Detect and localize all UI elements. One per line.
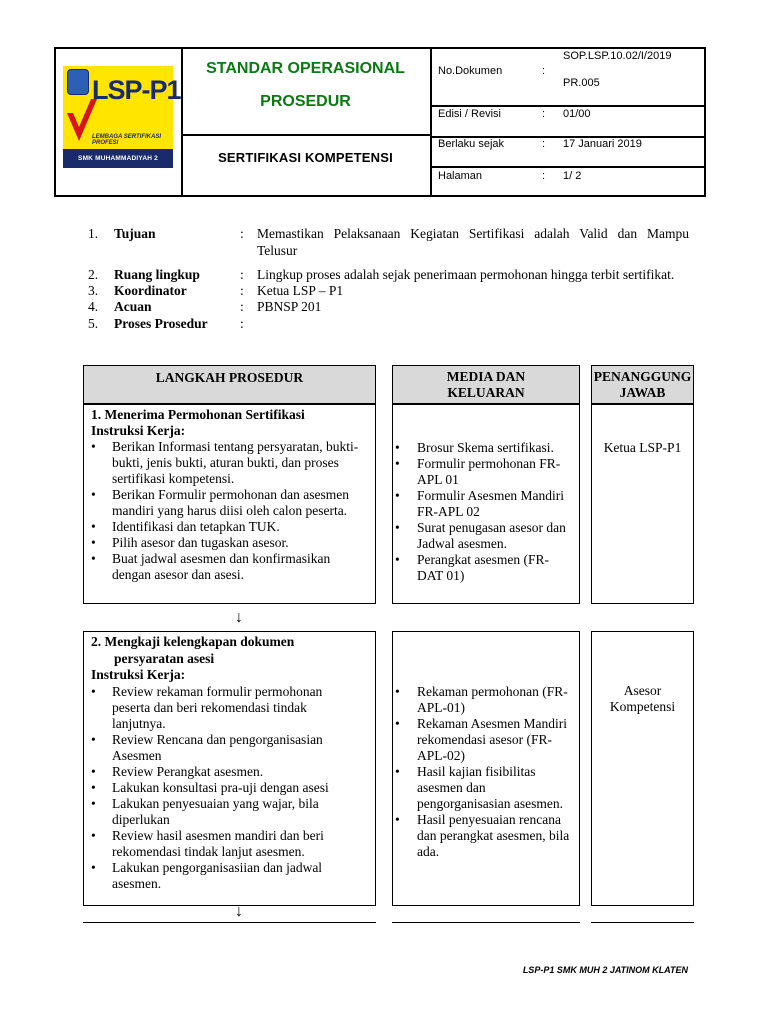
step-1-media (392, 404, 580, 604)
step-1-media-list (393, 440, 577, 584)
step-2-pj (591, 631, 694, 906)
list-item-line: dan perangkat asesmen, bila (417, 828, 570, 843)
info-koordinator: 3. Koordinator : Ketua LSP – P1 (88, 283, 344, 298)
list-item-line: ada. (417, 844, 440, 859)
list-item-line: rekomendasi tindak lanjut asesmen. (112, 844, 305, 859)
list-item-line: • Formulir Asesmen Mandiri (417, 488, 564, 503)
document-header (54, 47, 706, 197)
document-code: PR.005 (563, 77, 600, 89)
media-item (393, 716, 577, 764)
header-penanggung-jawab: PENANGGUNG JAWAB (591, 365, 694, 404)
media-item (393, 684, 577, 716)
instruction-item (88, 796, 370, 828)
list-item-line: APL-01) (417, 700, 465, 715)
list-item-line: rekomendasi asesor (FR- (417, 732, 552, 747)
list-item-line: • Formulir permohonan FR- (417, 456, 561, 471)
media-item (393, 520, 577, 552)
info-ruang-lingkup: 2. Ruang lingkup : Lingkup proses adalah sejak penerimaan permohonan hingga terbit sertifikat. (88, 267, 675, 282)
step-1-responsible: Ketua LSP-P1 (603, 440, 682, 455)
header-langkah-prosedur: LANGKAH PROSEDUR (83, 365, 376, 404)
flow-arrow-icon: ↓ (235, 609, 243, 626)
divider (83, 922, 376, 923)
instruction-item (88, 439, 370, 487)
step-2-media (392, 631, 580, 906)
list-item-line: • Hasil kajian fisibilitas (417, 764, 536, 779)
list-item-line: bukti, jenis bukti, aturan bukti, dan proses (112, 455, 339, 470)
list-item-line: • Brosur Skema sertifikasi. (417, 440, 554, 455)
page-footer: LSP-P1 SMK MUH 2 JATINOM KLATEN (522, 965, 688, 975)
list-item-line: • Pilih asesor dan tugaskan asesor. (112, 535, 289, 550)
media-item (393, 764, 577, 812)
meta-row-berlaku: Berlaku sejak : 17 Januari 2019 (432, 136, 704, 168)
instruction-item (88, 684, 370, 732)
list-item-line: APL-02) (417, 748, 465, 763)
school-emblem-icon (67, 69, 89, 95)
list-item-line: asesmen dan (417, 780, 486, 795)
info-acuan: 4. Acuan : PBNSP 201 (88, 299, 322, 314)
list-item-line: pengorganisasian asesmen. (417, 796, 563, 811)
step-2-instruksi: Instruksi Kerja: (91, 667, 186, 682)
media-item (393, 440, 577, 456)
logo-school: SMK MUHAMMADIYAH 2 JATINOM (63, 149, 173, 168)
list-item-line: sertifikasi kompetensi. (112, 471, 235, 486)
list-item-line: APL 01 (417, 472, 459, 487)
list-item-line: • Review rekaman formulir permohonan (112, 684, 323, 699)
list-item-line: • Review Rencana dan pengorganisasian (112, 732, 323, 747)
list-item-line: Asesmen (112, 748, 162, 763)
instruction-item (88, 860, 370, 892)
list-item-line: asesmen. (112, 876, 162, 891)
sop-title-line1: STANDAR OPERASIONAL (206, 60, 405, 77)
media-item (393, 456, 577, 488)
document-number: SOP.LSP.10.02/I/2019 (563, 50, 672, 62)
meta-row-edisi: Edisi / Revisi : 01/00 (432, 105, 704, 138)
list-item-line: • Berikan Informasi tentang persyaratan, bukti- (112, 439, 359, 454)
list-item-line: diperlukan (112, 812, 170, 827)
media-item (393, 552, 577, 584)
list-item-line: • Hasil penyesuaian rencana (417, 812, 561, 827)
list-item-line: FR-APL 02 (417, 504, 480, 519)
header-media-keluaran: MEDIA DAN KELUARAN (392, 365, 580, 404)
logo-brand: LSP-P1 (92, 75, 181, 105)
list-item-line: DAT 01) (417, 568, 465, 583)
list-item-line: Jadwal asesmen. (417, 536, 507, 551)
meta-row-dokumen: No.Dokumen : SOP.LSP.10.02/I/2019 PR.005 (432, 49, 704, 107)
list-item-line: • Lakukan konsultasi pra-uji dengan asesi (112, 780, 329, 795)
step-1-pj (591, 404, 694, 604)
media-item (393, 812, 577, 860)
list-item-line: • Review hasil asesmen mandiri dan beri (112, 828, 324, 843)
instruction-item (88, 551, 370, 583)
media-item (393, 488, 577, 520)
list-item-line: • Rekaman Asesmen Mandiri (417, 716, 567, 731)
list-item-line: • Rekaman permohonan (FR- (417, 684, 568, 699)
step-1-langkah (83, 404, 376, 604)
instruction-item (88, 487, 370, 519)
instruction-item (88, 764, 370, 780)
document-meta (432, 49, 704, 195)
list-item-line: • Lakukan pengorganisasiian dan jadwal (112, 860, 323, 875)
step-2-instruction-list (88, 684, 370, 892)
divider (591, 922, 694, 923)
list-item-line: dengan asesor dan asesi. (112, 567, 244, 582)
instruction-item (88, 519, 370, 535)
step-2-title-line1: 2. Mengkaji kelengkapan dokumen (91, 634, 295, 649)
list-item-line: • Review Perangkat asesmen. (112, 764, 264, 779)
list-item-line: • Lakukan penyesuaian yang wajar, bila (112, 796, 319, 811)
meta-row-halaman: Halaman : 1/ 2 (438, 170, 582, 182)
step-2-responsible-line2: Kompetensi (609, 699, 676, 714)
step-1-title: 1. Menerima Permohonan Sertifikasi (91, 407, 305, 422)
instruction-item (88, 535, 370, 551)
sop-subject: SERTIFIKASI KOMPETENSI (218, 150, 393, 165)
instruction-item (88, 780, 370, 796)
step-2-media-list (393, 684, 577, 860)
list-item-line: • Perangkat asesmen (FR- (417, 552, 549, 567)
logo-cell (56, 49, 183, 195)
list-item-line: • Berikan Formulir permohonan dan asesmen (112, 487, 349, 502)
sop-title-line2: PROSEDUR (260, 93, 351, 110)
title-cell (181, 49, 432, 195)
info-proses-prosedur: 5. Proses Prosedur : (88, 316, 244, 331)
step-2-langkah (83, 631, 376, 906)
list-item-line: • Surat penugasan asesor dan (417, 520, 566, 535)
list-item-line: • Buat jadwal asesmen dan konfirmasikan (112, 551, 331, 566)
logo-subtitle: LEMBAGA SERTIFIKASI PROFESI (92, 134, 162, 146)
divider (392, 922, 580, 923)
list-item-line: • Identifikasi dan tetapkan TUK. (112, 519, 280, 534)
instruction-item (88, 828, 370, 860)
list-item-line: peserta dan beri rekomendasi tindak (112, 700, 307, 715)
step-2-responsible-line1: Asesor (623, 683, 662, 698)
list-item-line: mandiri yang harus diisi oleh calon peserta. (112, 503, 348, 518)
step-1-instruction-list (88, 439, 370, 583)
flow-arrow-icon: ↓ (235, 903, 243, 920)
step-1-instruksi: Instruksi Kerja: (91, 423, 186, 438)
list-item-line: lanjutnya. (112, 716, 166, 731)
info-tujuan: 1. Tujuan : Memastikan Pelaksanaan Kegiatan Sertifikasi adalah Valid dan Mampu Telusur (88, 226, 689, 258)
instruction-item (88, 732, 370, 764)
step-2-title-line2: persyaratan asesi (114, 651, 215, 666)
